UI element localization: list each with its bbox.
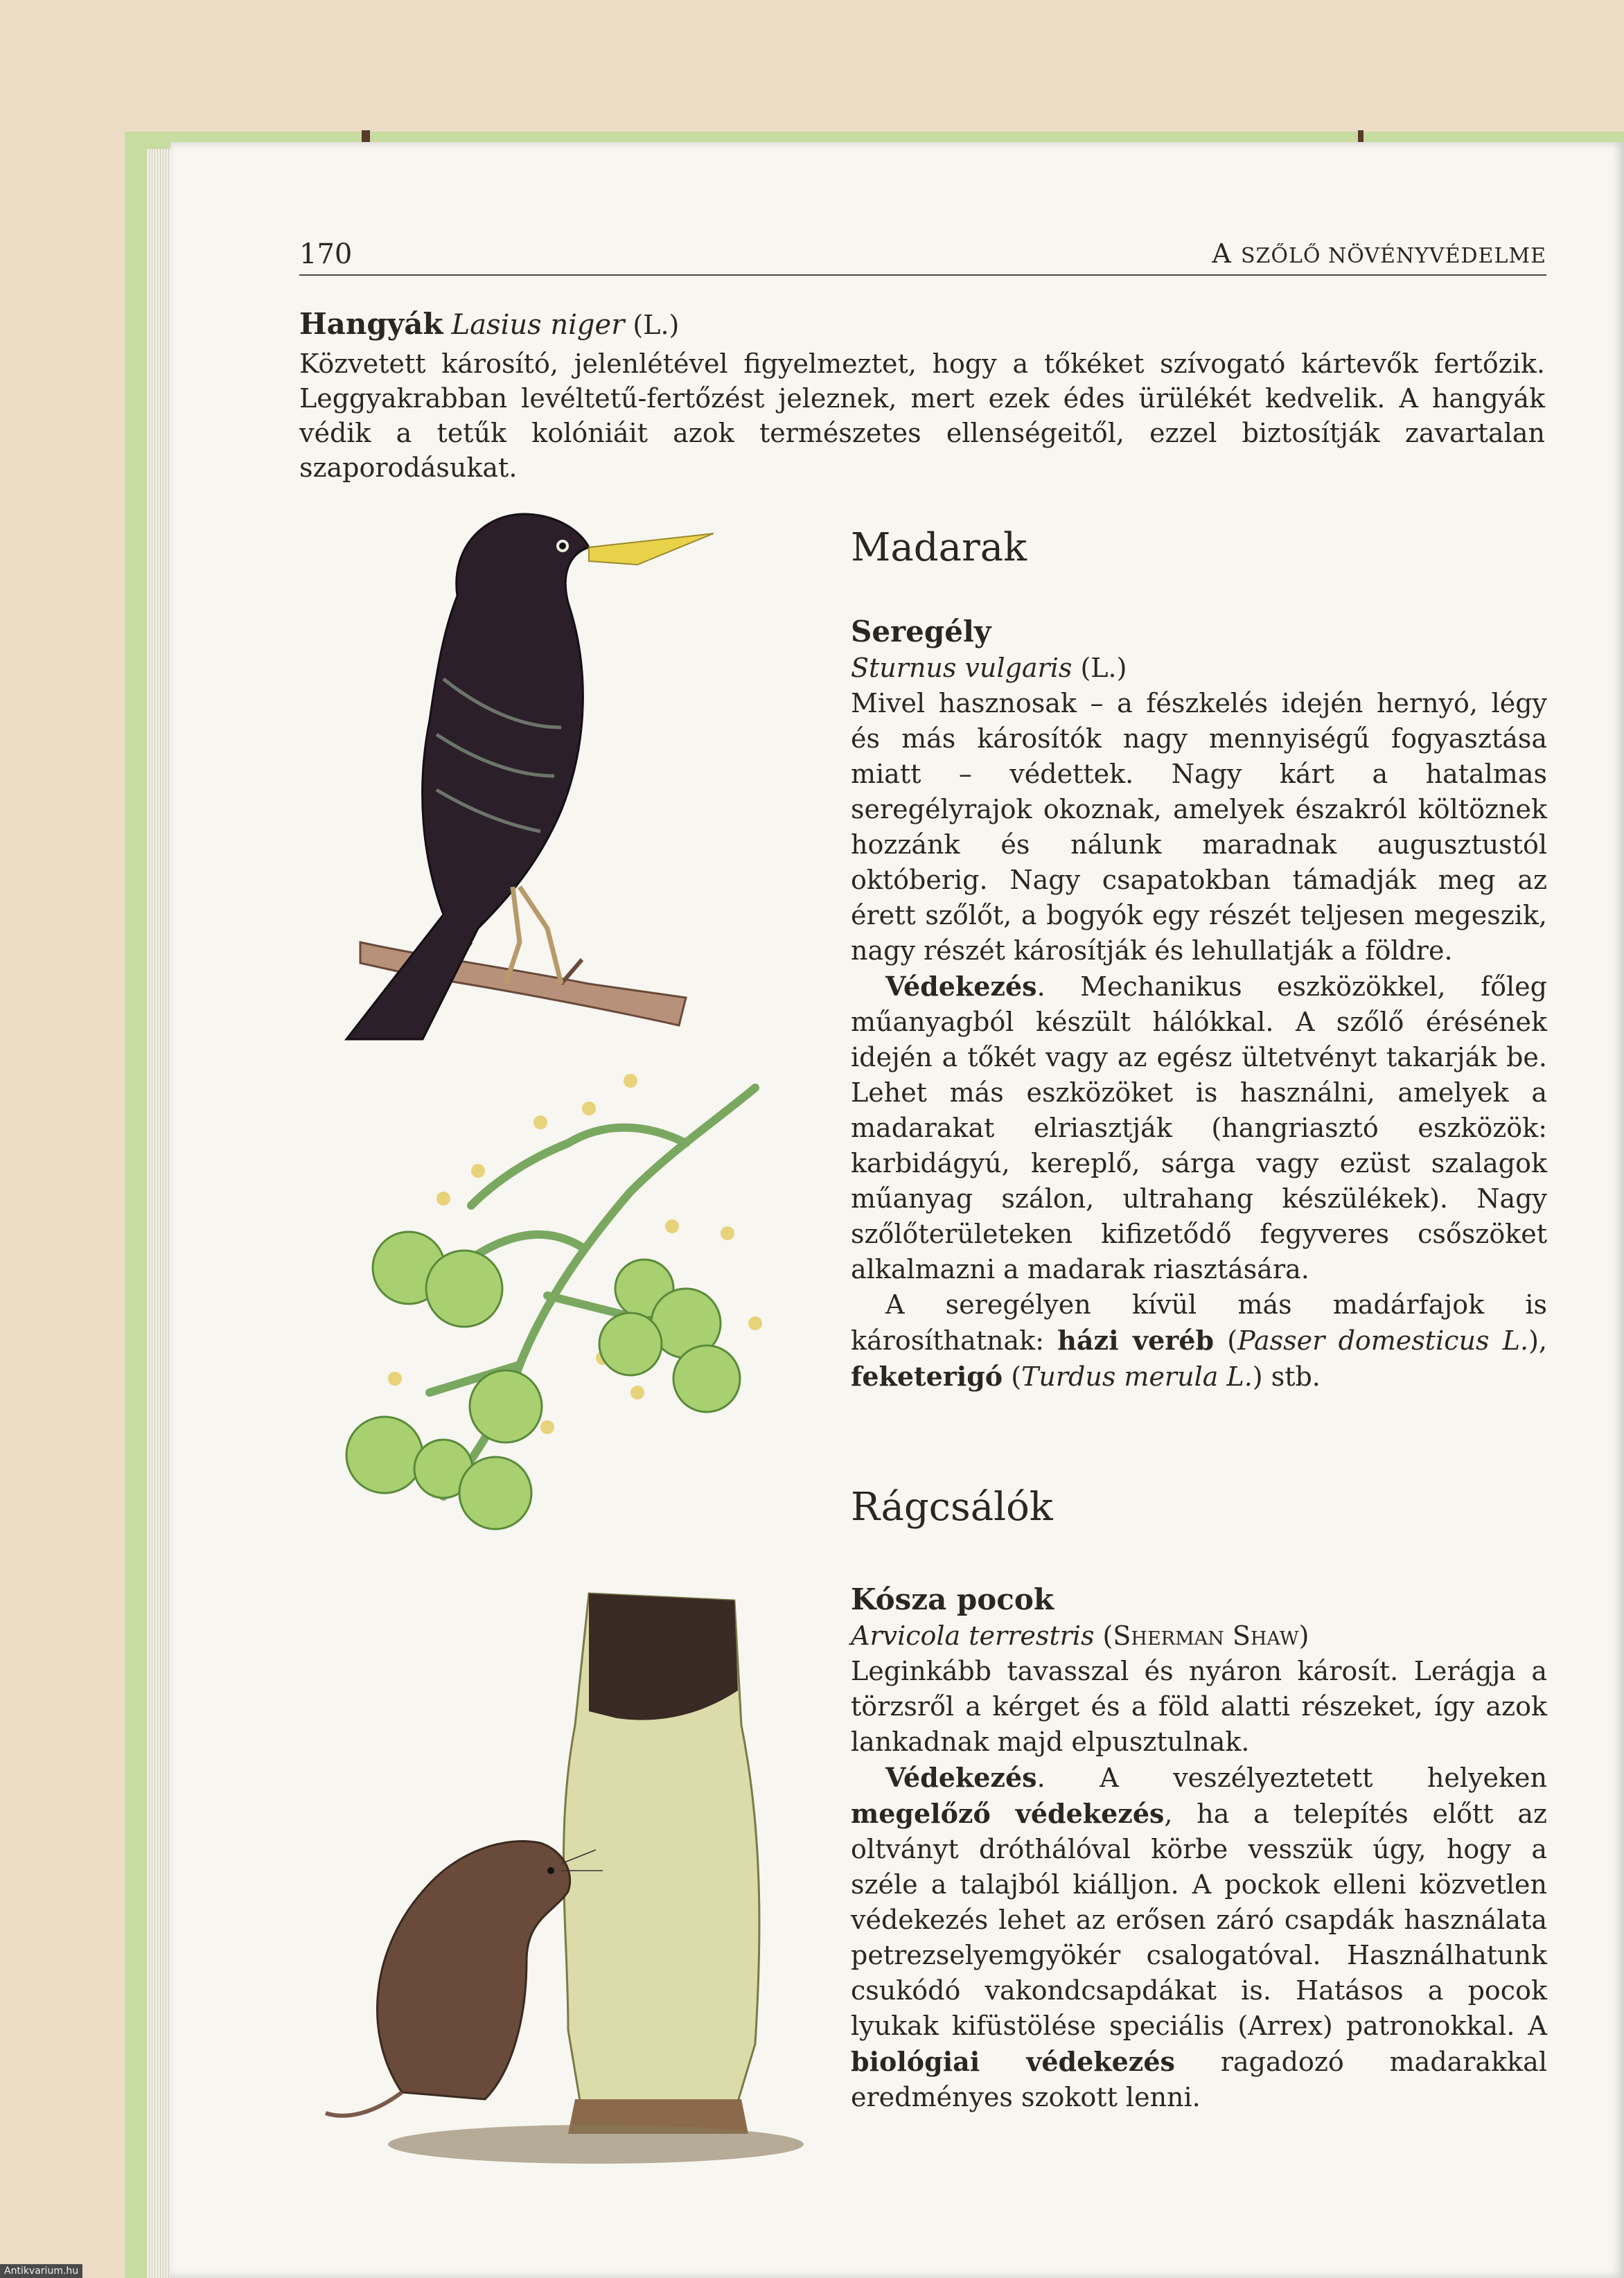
starling-text-2: [851, 969, 1547, 1287]
starling-text-1: Mivel hasznosak – a fészkelés idején hernyó, légy és más károsítók nagy mennyiségű fogyasztása miatt – védettek. Nagy kárt a hatalmas seregélyrajok okoznak, amelyek északról költöznek hozzánk és nálunk maradnak augusztustól októberig. Nagy csapatokban támadják meg az érett szőlőt, a bogyók egy részét teljesen megeszik, nagy részét károsítják és lehullatják a földre.: [851, 688, 1547, 966]
rodents-heading: Rágcsálók: [851, 1485, 1053, 1530]
vole-text-2: [851, 1760, 1547, 2115]
other-birds-text: A seregélyen kívül más madárfajok is károsíthatnak:: [851, 1289, 1547, 1356]
starling-text-3: A seregélyen kívül más madárfajok is károsíthatnak: házi veréb (Passer domesticus L.), feketerigó (Turdus merula L.) stb.: [851, 1289, 1547, 1392]
biological-protection: biológiai védekezés: [851, 2046, 1175, 2077]
preventive-protection: megelőző védekezés: [851, 1798, 1165, 1829]
vole-title: Kósza pocok: [851, 1582, 1054, 1616]
vole-latin: Arvicola terrestris: [851, 1621, 1095, 1651]
starling-title: Seregély: [851, 615, 991, 648]
vole-protection-label: Védekezés: [885, 1762, 1037, 1793]
house-sparrow: házi veréb: [1057, 1325, 1215, 1356]
tree-trunk: [563, 1593, 759, 2134]
intro-text: Közvetett károsító, jelenlétével figyelmeztet, hogy a tőkéket szívogató kártevők fertőzik. Leggyakrabban levéltetű-fertőzést jeleznek, mert ezek édes ürülékét kedvelik. A hangyák védik a tetűk kolóniáit azok természetes ellenségeitől, ezzel biztosítják zavartalan szaporodásukat.: [299, 348, 1545, 483]
protection-label: Védekezés: [885, 971, 1037, 1002]
birds-heading: Madarak: [851, 525, 1027, 570]
vole-animal: [326, 1842, 603, 2116]
vole-illustration: [319, 1587, 818, 2175]
watermark: Antikvarium.hu: [0, 2264, 82, 2278]
running-head: [1212, 238, 1546, 269]
ground: [388, 2125, 804, 2164]
vole-protection-text-d: ragadozó madarakkal eredményes szokott lenni.: [851, 2047, 1547, 2112]
intro-authority: (L.): [633, 310, 680, 340]
rodents-section: [851, 1485, 1547, 2115]
intro-title: Hangyák: [299, 307, 443, 341]
starling-illustration: [339, 499, 727, 1081]
grape-cluster-illustration: [339, 1067, 797, 1545]
blackbird-latin: Turdus merula L.: [1021, 1361, 1253, 1392]
blackbird: feketerigó: [851, 1361, 1003, 1392]
starling-authority: (L.): [1080, 653, 1127, 683]
page-number: 170: [299, 238, 353, 270]
grape-berries: [346, 1232, 740, 1529]
vole-protection-text-a: . A veszélyeztetett helyeken: [1036, 1763, 1547, 1793]
protection-text: . Mechanikus eszközökkel, főleg műanyagból készült hálókkal. A szőlő érésének idején a tőkét vagy az egész ültetvényt takarják be. Lehet más eszközöket is használni, amelyek a madarakat elriasztják (hangriasztó eszközök: karbidágyú, kereplő, sárga vagy ezüst szalagok műanyag szálon, ultrahang készülékek). Nagy szőlőterületeken kifizetődő fegyveres csőszöket alkalmazni a madarak riasztására.: [851, 971, 1547, 1284]
page-header: [299, 236, 1546, 276]
intro-title-line: [299, 307, 1545, 342]
etc-text: stb.: [1271, 1361, 1321, 1392]
vole-text-1: Leginkább tavasszal és nyáron károsít. Lerágja a törzsről a kérget és a föld alatti részeket, így azok lankadnak majd elpusztulnak.: [851, 1656, 1547, 1757]
birds-section: [851, 525, 1547, 1395]
house-sparrow-latin: Passer domesticus L.: [1237, 1325, 1529, 1356]
intro-section: [299, 307, 1545, 485]
running-head-initial: A: [1212, 238, 1232, 269]
running-head-rest: SZŐLŐ NÖVÉNYVÉDELME: [1240, 244, 1546, 268]
vole-authority: (Sherman Shaw): [1102, 1621, 1309, 1651]
intro-latin: Lasius niger: [451, 309, 625, 341]
vole-protection-text-c: , ha a telepítés előtt az oltványt dróthálóval körbe vesszük úgy, hogy a széle a talajból kiálljon. A pockok elleni közvetlen védekezés lehet az erősen záró csapdák használata petrezselyemgyökér csalogatóval. Használhatunk csukódó vakondcsapdákat is. Hatásos a pocok lyukak kifüstölése speciális (Arrex) patronokkal. A: [851, 1799, 1547, 2041]
starling-latin: Sturnus vulgaris: [851, 653, 1073, 683]
